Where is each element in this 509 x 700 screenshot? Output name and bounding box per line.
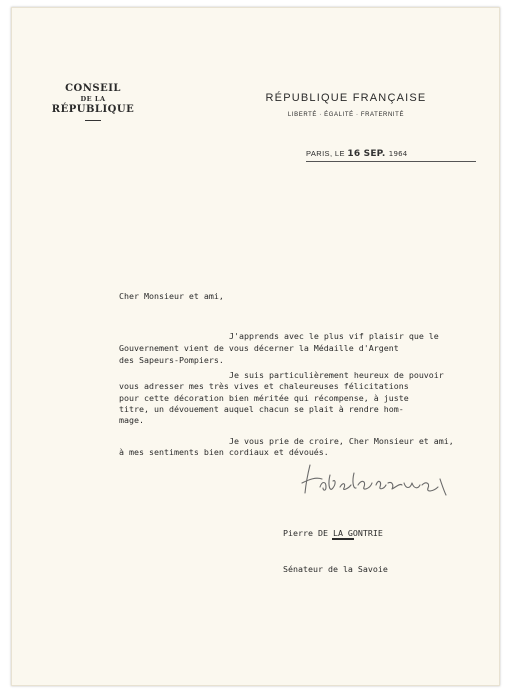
letterhead-left-line2: DE LA bbox=[80, 95, 106, 103]
date-stamp-year: 1964 bbox=[388, 150, 408, 158]
para3-line1: Je vous prie de croire, Cher Monsieur et ami, bbox=[229, 436, 454, 446]
date-line bbox=[306, 149, 476, 162]
date-stamp bbox=[347, 149, 407, 159]
salutation: Cher Monsieur et ami, bbox=[119, 291, 224, 301]
letterhead-right bbox=[250, 92, 442, 118]
para1-line3: des Sapeurs-Pompiers. bbox=[119, 355, 224, 365]
para1-line1: J'apprends avec le plus vif plaisir que le bbox=[229, 331, 439, 341]
closing-dash bbox=[332, 538, 354, 540]
letterhead-left-line3: RÉPUBLIQUE bbox=[51, 104, 135, 115]
para2-line3: pour cette décoration bien méritée qui récompense, à juste bbox=[119, 393, 409, 403]
sender-block bbox=[283, 503, 388, 587]
letterhead-left bbox=[43, 83, 143, 121]
para2-line4: titre, un dévouement auquel chacun se plait à rendre hom- bbox=[119, 404, 404, 414]
para1-line2: Gouvernement vient de vous décerner la Médaille d'Argent bbox=[119, 343, 399, 353]
letterhead-left-ornament bbox=[85, 120, 101, 121]
handwritten-signature bbox=[296, 461, 456, 501]
para3-line2: à mes sentiments bien cordiaux et dévoués. bbox=[119, 447, 329, 457]
letterhead-left-line1: CONSEIL bbox=[65, 83, 121, 94]
letterhead-motto: LIBERTÉ · ÉGALITÉ · FRATERNITÉ bbox=[287, 112, 405, 118]
para2-line2: vous adresser mes très vives et chaleureuses félicitations bbox=[119, 381, 409, 391]
sender-name: Pierre DE LA GONTRIE bbox=[283, 528, 383, 538]
letterhead-title: RÉPUBLIQUE FRANÇAISE bbox=[265, 92, 427, 104]
sender-title: Sénateur de la Savoie bbox=[283, 564, 388, 574]
para2-line1: Je suis particulièrement heureux de pouvoir bbox=[229, 370, 444, 380]
date-place: PARIS, LE bbox=[306, 149, 345, 158]
para2-line5: mage. bbox=[119, 415, 144, 425]
date-stamp-day-month: 16 SEP. bbox=[347, 149, 386, 159]
